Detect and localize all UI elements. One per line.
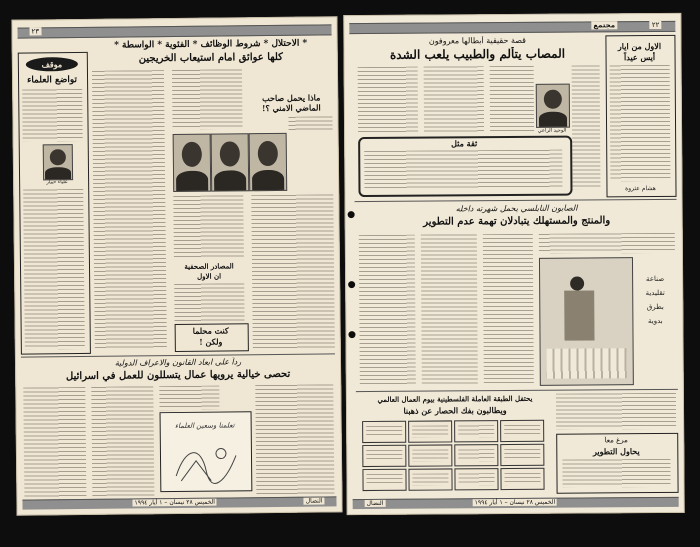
labor-side-text	[556, 393, 676, 430]
labor-box-8	[500, 444, 544, 466]
sidebar-headline-2: أيس عيداً	[623, 52, 656, 63]
portrait-caption: الوحيد الراعي	[537, 127, 567, 134]
labor-box-1	[362, 421, 406, 443]
sub-headline-1: المصادر الصحفية	[184, 261, 234, 271]
portrait-1	[173, 134, 212, 192]
side-word-3: بطرق	[646, 302, 664, 312]
labor-box-2	[408, 420, 452, 442]
labor-box-5	[362, 445, 406, 467]
left-page-footer-bar	[22, 496, 336, 509]
right-page-header-bar	[349, 21, 675, 34]
bottom-kicker: رداً على ابعاد القانون والاعراف الدولية	[114, 357, 242, 368]
right-divider-1	[355, 199, 677, 202]
top-story-text-2	[424, 66, 484, 132]
soap-factory-photo	[539, 257, 634, 386]
soap-text-2	[421, 234, 478, 384]
right-page-footer-bar	[353, 497, 679, 509]
left-footer-brand: النضال	[305, 497, 323, 505]
labor-box-4	[500, 420, 544, 442]
right-footer-brand: النضال	[366, 499, 384, 508]
mid-headline-2: الماضي الامني ؟!	[261, 102, 321, 114]
right-divider-2	[356, 389, 678, 392]
sidebar-headline-1: الاول من ايار	[617, 40, 662, 52]
labor-box-11	[454, 468, 498, 490]
binder-hole-3	[348, 331, 355, 338]
right-newspaper-page	[343, 13, 684, 515]
left-page-number: ٢٣	[31, 27, 40, 36]
development-headline: يحاول التطوير	[592, 446, 640, 457]
article-text-col-2-top	[172, 69, 243, 130]
top-story-portrait	[536, 84, 570, 128]
column-text-bottom	[23, 189, 85, 350]
left-footer-date: الخميس ٢٨ نيسان – ١ أيار ١٩٩٤	[134, 498, 215, 507]
soap-story-kicker: الصابون النابلسي يحمل شهرته داخله	[455, 203, 578, 214]
column-text-top	[22, 89, 83, 142]
side-word-4: بدوية	[648, 316, 663, 326]
boxed-headline-2: ولكن !	[199, 336, 223, 347]
labor-headline-2: ويطالبون بفك الحصار عن ذهبنا	[403, 405, 507, 416]
mid-intro-text	[288, 116, 332, 130]
soap-text-1	[359, 235, 416, 385]
top-story-headline: المصاب يتألم والطبيب يلعب الشدة	[389, 46, 566, 62]
top-story-text-1	[358, 67, 418, 133]
top-story-text-3	[490, 66, 534, 132]
left-top-kicker: * الاحتلال * شروط الوظائف * الفئوية * الواسطة *	[114, 38, 308, 51]
portrait-2	[211, 133, 250, 191]
drawing-sketch	[166, 435, 245, 486]
article-text-col-1	[92, 70, 167, 349]
binder-hole-2	[348, 281, 355, 288]
section-masthead: مجتمع	[593, 21, 616, 30]
labor-box-10	[408, 468, 452, 490]
column-label: موقف	[26, 57, 78, 72]
bottom-text-col-1	[23, 387, 86, 500]
left-newspaper-page	[11, 16, 342, 515]
bottom-text-col-2	[91, 386, 154, 499]
drawing-caption: تعلمنا وسعين العلماء	[174, 421, 235, 431]
bottom-headline: تحصى خيالية يرويها عمال يتسللون للعمل في اسرائيل	[65, 368, 291, 383]
soap-text-3	[483, 234, 534, 384]
soap-intro-text	[539, 233, 675, 254]
development-kicker: مرغ معاً	[604, 436, 628, 445]
left-top-headline: كلها عوائق امام استيعاب الخريجين	[138, 51, 283, 65]
article-text-col-2-mid	[173, 195, 244, 258]
quote-box-title: ثقة مثل	[451, 138, 478, 149]
article-text-col-2-low	[174, 283, 244, 324]
top-story-text-4	[572, 65, 601, 189]
side-word-2: تقليدية	[645, 288, 665, 298]
side-word-1: صناعة	[646, 274, 665, 284]
binder-hole-1	[348, 211, 355, 218]
portrait-3	[249, 133, 288, 191]
right-footer-date: الخميس ٢٨ نيسان – ١ أيار ١٩٩٤	[474, 498, 556, 507]
development-text	[562, 459, 670, 488]
labor-box-3	[454, 420, 498, 442]
quote-box-text	[364, 150, 562, 189]
columnist-name: علياء حمار	[46, 179, 68, 186]
soap-story-headline: والمنتج والمستهلك يتبادلان تهمة عدم التطوير	[423, 215, 611, 228]
labor-box-9	[362, 469, 406, 491]
labor-headline-1: يحتفل الطبقة العاملة الفلسطينية بيوم العمال العالمي	[377, 393, 533, 404]
left-page-header-bar	[17, 24, 331, 38]
labor-box-6	[408, 444, 452, 466]
boxed-headline-1: كنت محلما	[192, 325, 229, 336]
sub-headline-2: ان الاول	[197, 271, 222, 281]
labor-box-12	[500, 468, 544, 490]
columnist-photo	[43, 144, 73, 180]
right-page-number: ٢٢	[651, 20, 660, 30]
sidebar-author: هشام عثروة	[625, 185, 656, 193]
article-text-col-3	[251, 194, 335, 349]
mid-headline-1: ماذا يحمل صاحب	[262, 92, 321, 104]
top-story-kicker: قصة حقيقية أبطالها معروفون	[428, 35, 527, 46]
sidebar-text	[610, 65, 671, 181]
column-title: تواضع العلماء	[27, 75, 78, 86]
labor-box-7	[454, 444, 498, 466]
bottom-text-col-3-top	[159, 386, 219, 411]
bottom-text-col-4	[255, 384, 334, 497]
